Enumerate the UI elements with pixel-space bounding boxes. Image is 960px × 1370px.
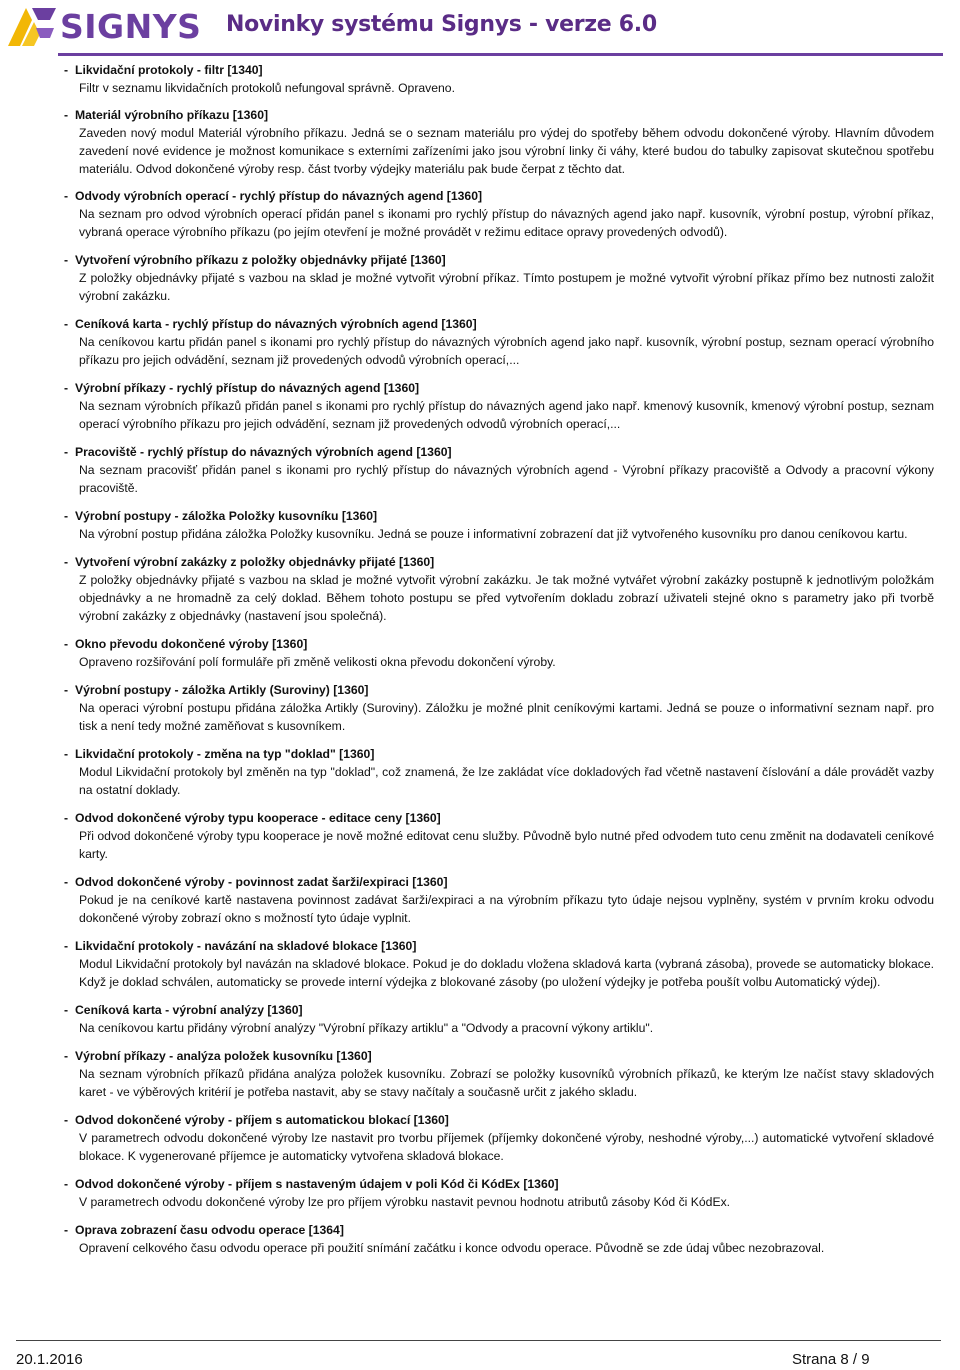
item-body: Z položky objednávky přijaté s vazbou na sklad je možné vytvořit výrobní příkaz. Tímto postupem je možné vytvořit výrobní příkaz přímo bez nutnosti založit výrobní zakázku.	[79, 271, 934, 303]
bullet-dash: -	[64, 253, 69, 267]
item-body: Na operaci výrobní postupu přidána záložka Artikly (Suroviny). Záložku je možné plnit ceníkovými kartami. Jedná se pouze o informativní seznam např. pro tisk a není tedy možné zaměňovat s kusovníkem.	[79, 701, 934, 733]
changelog-item	[64, 507, 934, 543]
item-title-text: Odvod dokončené výroby - povinnost zadat šarži/expiraci [1360]	[75, 875, 448, 889]
bullet-dash: -	[64, 939, 69, 953]
changelog-item	[64, 1047, 934, 1101]
item-title-text: Výrobní příkazy - analýza položek kusovníku [1360]	[75, 1049, 372, 1063]
changelog-list	[64, 61, 934, 1257]
item-title-text: Vytvoření výrobní zakázky z položky objednávky přijaté [1360]	[75, 555, 435, 569]
changelog-item	[64, 1221, 934, 1257]
item-title-text: Odvod dokončené výroby - příjem s automatickou blokací [1360]	[75, 1113, 449, 1127]
footer-date: 20.1.2016	[16, 1351, 83, 1368]
bullet-dash: -	[64, 1113, 69, 1127]
item-body: Pokud je na ceníkové kartě nastavena povinnost zadávat šarži/expiraci a na výrobním příkazu tyto údaje nejsou vyplněny, systém v prvním kroku odvodu dokončené výroby zobrazí okno s možností tyto údaje vyplnit.	[79, 893, 934, 925]
item-title	[64, 635, 934, 653]
item-body: Na seznam pracovišť přidán panel s ikonami pro rychlý přístup do návazných výrobních agend - Výrobní příkazy pracoviště a Odvody a pracovní výkony pracoviště.	[79, 463, 934, 495]
item-title	[64, 443, 934, 461]
changelog-item	[64, 379, 934, 433]
item-body: Na ceníkovou kartu přidán panel s ikonami pro rychlý přístup do návazných výrobních agend jako např. kusovník, výrobní postup, seznam operací výrobního příkazu pro jejich odvádění, seznam již provedených odvodů výrobních operací,...	[79, 335, 934, 367]
footer-divider	[16, 1340, 941, 1341]
item-title-text: Materiál výrobního příkazu [1360]	[75, 108, 269, 122]
item-title-text: Vytvoření výrobního příkazu z položky objednávky přijaté [1360]	[75, 253, 446, 267]
bullet-dash: -	[64, 1003, 69, 1017]
item-title	[64, 1221, 934, 1239]
bullet-dash: -	[64, 317, 69, 331]
item-body: Zaveden nový modul Materiál výrobního příkazu. Jedná se o seznam materiálu pro výdej do spotřeby během odvodu dokončené výroby. Hlavním důvodem zavedení nové evidence je možnost komunikace s externími zařízeními jako jsou výrobní linky či váhy, které budou do tabulky zapisovat skutečnou spotřebu materiálu. Odvod dokončené výroby resp. část tvorby výdejky materiálu pak bude čerpat z těchto dat.	[79, 126, 934, 176]
item-title	[64, 1111, 934, 1129]
item-title-text: Výrobní příkazy - rychlý přístup do návazných agend [1360]	[75, 381, 420, 395]
bullet-dash: -	[64, 811, 69, 825]
bullet-dash: -	[64, 683, 69, 697]
page-header	[0, 0, 960, 58]
changelog-item	[64, 1175, 934, 1211]
bullet-dash: -	[64, 637, 69, 651]
item-title	[64, 251, 934, 269]
item-title-text: Odvod dokončené výroby typu kooperace - editace ceny [1360]	[75, 811, 441, 825]
item-title-text: Ceníková karta - rychlý přístup do návazných výrobních agend [1360]	[75, 317, 477, 331]
page-current: 8	[840, 1351, 849, 1368]
changelog-item	[64, 873, 934, 927]
item-title-text: Okno převodu dokončené výroby [1360]	[75, 637, 308, 651]
item-title	[64, 1175, 934, 1193]
changelog-item	[64, 1111, 934, 1165]
item-body: Na seznam výrobních příkazů přidána analýza položek kusovníku. Zobrazí se položky kusovníků výrobních příkazů, ke kterým lze načíst stavy skladových karet - ve výběrových kritérií je potřeba nastavit, aby se stavy načítaly a současně určit z jakého skladu.	[79, 1067, 934, 1099]
signys-logo-icon	[6, 2, 58, 50]
item-title	[64, 1047, 934, 1065]
bullet-dash: -	[64, 1177, 69, 1191]
item-title	[64, 873, 934, 891]
item-body: Opravení celkového času odvodu operace při použití snímání začátku i konce odvodu operace. Původně se zde údaj vůbec nezobrazoval.	[79, 1241, 825, 1255]
item-title-text: Výrobní postupy - záložka Artikly (Suroviny) [1360]	[75, 683, 369, 697]
page-label: Strana	[792, 1351, 837, 1368]
item-body: Na seznam pro odvod výrobních operací přidán panel s ikonami pro rychlý přístup do návazných agend jako např. kusovník, výrobní postup, výrobní příkaz, vybraná operace výrobního příkazu (po jejím otevření je možné provádět v režimu editace opravy provedených odvodů).	[79, 207, 934, 239]
item-body: V parametrech odvodu dokončené výroby lze pro příjem výrobku nastavit pevnou hodnotu atributů zásoby Kód či KódEx.	[79, 1195, 731, 1209]
bullet-dash: -	[64, 1223, 69, 1237]
bullet-dash: -	[64, 1049, 69, 1063]
changelog-item	[64, 443, 934, 497]
page-title: Novinky systému Signys - verze 6.0	[226, 12, 657, 37]
item-title-text: Odvody výrobních operací - rychlý přístup do návazných agend [1360]	[75, 189, 483, 203]
bullet-dash: -	[64, 509, 69, 523]
item-body: Modul Likvidační protokoly byl změněn na typ "doklad", což znamená, že lze zakládat více dokladových řad včetně nastavení číslování a dále provádět vazby na ostatní doklady.	[79, 765, 934, 797]
item-title	[64, 745, 934, 763]
item-title	[64, 1001, 934, 1019]
item-body: Na ceníkovou kartu přidány výrobní analýzy "Výrobní příkazy artiklu" a "Odvody a pracovní výkony artiklu".	[79, 1021, 654, 1035]
bullet-dash: -	[64, 63, 69, 77]
item-title-text: Likvidační protokoly - navázání na skladové blokace [1360]	[75, 939, 417, 953]
item-title-text: Likvidační protokoly - filtr [1340]	[75, 63, 263, 77]
changelog-item	[64, 745, 934, 799]
item-title	[64, 187, 934, 205]
item-title-text: Ceníková karta - výrobní analýzy [1360]	[75, 1003, 303, 1017]
changelog-item	[64, 187, 934, 241]
bullet-dash: -	[64, 445, 69, 459]
changelog-item	[64, 61, 934, 97]
page-number	[792, 1351, 870, 1368]
item-body: Opraveno rozšiřování polí formuláře při změně velikosti okna převodu dokončení výroby.	[79, 655, 556, 669]
bullet-dash: -	[64, 555, 69, 569]
item-title	[64, 937, 934, 955]
signys-logo	[6, 2, 201, 50]
item-title	[64, 315, 934, 333]
logo-text: SIGNYS	[60, 6, 202, 46]
changelog-item	[64, 106, 934, 178]
item-body: Z položky objednávky přijaté s vazbou na sklad je možné vytvořit výrobní zakázku. Je tak možné vytvářet výrobní zakázky postupně k jednotlivým položkám objednávky a ne hromadně za celý doklad. Během tohoto postupu se před vytvořením dokladu zobrazí uživateli stejné okno s parametry jako při tvorbě výrobní zakázky z objednávky (nastavení jsou společná).	[79, 573, 934, 623]
bullet-dash: -	[64, 747, 69, 761]
item-body: Modul Likvidační protokoly byl navázán na skladové blokace. Pokud je do dokladu vložena skladová karta (vybraná zásoba), provede se automaticky blokace. Když je doklad schválen, automaticky se provede interní výdejka z blokované zásoby (po uložení výdejky je potřeba poušít volbu Automatický výdej).	[79, 957, 934, 989]
item-body: Na seznam výrobních příkazů přidán panel s ikonami pro rychlý přístup do návazných agend jako např. kmenový kusovník, kmenový výrobní postup, seznam operací výrobního příkazu pro jejich odvádění, seznam již provedených odvodů výrobních operací,...	[79, 399, 934, 431]
changelog-item	[64, 315, 934, 369]
page-total: 9	[861, 1351, 870, 1368]
item-title-text: Oprava zobrazení času odvodu operace [1364]	[75, 1223, 344, 1237]
item-title	[64, 681, 934, 699]
item-title-text: Pracoviště - rychlý přístup do návazných výrobních agend [1360]	[75, 445, 452, 459]
item-title-text: Výrobní postupy - záložka Položky kusovníku [1360]	[75, 509, 378, 523]
header-divider	[58, 53, 943, 56]
item-body: Při odvod dokončené výroby typu kooperace je nově možné editovat cenu služby. Původně bylo nutné před odvodem tuto cenu změnit na dodavateli ceníkové karty.	[79, 829, 934, 861]
page-separator: /	[852, 1351, 858, 1368]
bullet-dash: -	[64, 875, 69, 889]
bullet-dash: -	[64, 189, 69, 203]
item-body: V parametrech odvodu dokončené výroby lze nastavit pro tvorbu příjemek (příjemky dokončené výroby, neshodné výroby,...) automatické vytvoření skladové blokace. K vygenerované příjemce je automaticky vytvořena skladová blokace.	[79, 1131, 934, 1163]
item-title	[64, 106, 934, 124]
item-title	[64, 61, 934, 79]
item-title	[64, 553, 934, 571]
changelog-item	[64, 937, 934, 991]
changelog-item	[64, 1001, 934, 1037]
item-title	[64, 379, 934, 397]
changelog-item	[64, 251, 934, 305]
changelog-item	[64, 553, 934, 625]
bullet-dash: -	[64, 108, 69, 122]
item-body: Na výrobní postup přidána záložka Položky kusovníku. Jedná se pouze i informativní zobrazení dat již vytvořeného kusovníku pro danou ceníkovou kartu.	[79, 527, 908, 541]
changelog-item	[64, 681, 934, 735]
item-body: Filtr v seznamu likvidačních protokolů nefungoval správně. Opraveno.	[79, 81, 455, 95]
changelog-item	[64, 809, 934, 863]
item-title	[64, 809, 934, 827]
item-title-text: Odvod dokončené výroby - příjem s nastaveným údajem v poli Kód či KódEx [1360]	[75, 1177, 559, 1191]
changelog-item	[64, 635, 934, 671]
item-title	[64, 507, 934, 525]
bullet-dash: -	[64, 381, 69, 395]
item-title-text: Likvidační protokoly - změna na typ "doklad" [1360]	[75, 747, 375, 761]
